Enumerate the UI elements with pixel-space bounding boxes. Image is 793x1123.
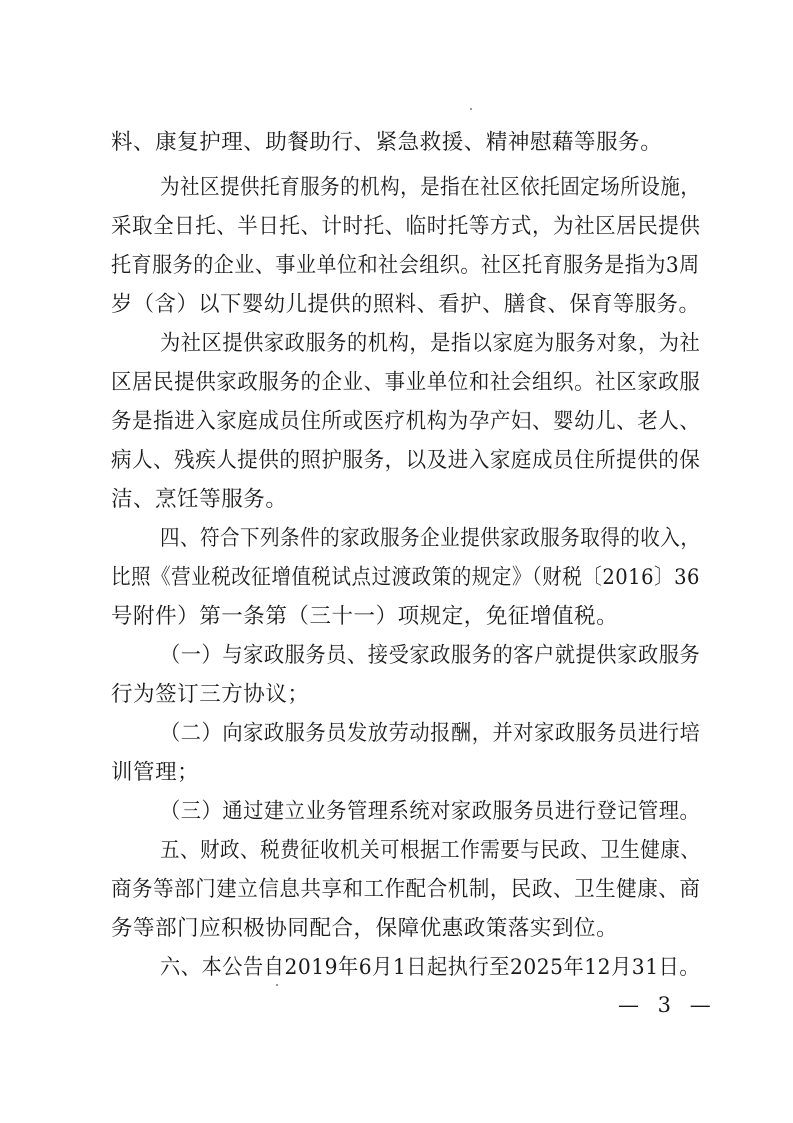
text-line-11: 四、符合下列条件的家政服务企业提供家政服务取得的收入，: [160, 526, 701, 551]
text-line-15: 行为签订三方协议；: [111, 682, 310, 707]
scan-speck: [470, 108, 472, 110]
text-line-12: 比照《营业税改征增值税试点过渡政策的规定》（财税〔2016〕36: [111, 565, 700, 590]
text-line-13: 号附件）第一条第（三十一）项规定，免征增值税。: [111, 604, 619, 629]
text-line-21: 务等部门应积极协同配合，保障优惠政策落实到位。: [111, 916, 619, 941]
text-line-14: （一）与家政服务员、接受家政服务的客户就提供家政服务: [160, 643, 701, 668]
text-line-3: 采取全日托、半日托、计时托、临时托等方式，为社区居民提供: [111, 214, 701, 239]
text-line-17: 训管理；: [111, 760, 200, 785]
text-line-18: （三）通过建立业务管理系统对家政服务员进行登记管理。: [160, 799, 701, 824]
text-line-10: 洁、烹饪等服务。: [111, 487, 288, 512]
text-line-16: （二）向家政服务员发放劳动报酬，并对家政服务员进行培: [160, 721, 701, 746]
text-line-7: 区居民提供家政服务的企业、事业单位和社会组织。社区家政服: [111, 370, 701, 395]
text-line-1: 料、康复护理、助餐助行、紧急救援、精神慰藉等服务。: [111, 130, 663, 155]
page-number: — 3 —: [618, 993, 717, 1017]
text-line-4: 托育服务的企业、事业单位和社会组织。社区托育服务是指为3周: [111, 253, 700, 278]
scan-speck: [276, 984, 278, 986]
text-line-20: 商务等部门建立信息共享和工作配合机制，民政、卫生健康、商: [111, 877, 701, 902]
text-line-22: 六、本公告自2019年6月1日起执行至2025年12月31日。: [160, 955, 701, 980]
text-line-8: 务是指进入家庭成员住所或医疗机构为孕产妇、婴幼儿、老人、: [111, 409, 701, 434]
text-line-2: 为社区提供托育服务的机构，是指在社区依托固定场所设施，: [160, 175, 701, 200]
text-line-19: 五、财政、税费征收机关可根据工作需要与民政、卫生健康、: [160, 838, 701, 863]
text-line-9: 病人、残疾人提供的照护服务，以及进入家庭成员住所提供的保: [111, 448, 701, 473]
text-line-6: 为社区提供家政服务的机构，是指以家庭为服务对象，为社: [160, 331, 701, 356]
text-line-5: 岁（含）以下婴幼儿提供的照料、看护、膳食、保育等服务。: [111, 292, 701, 317]
